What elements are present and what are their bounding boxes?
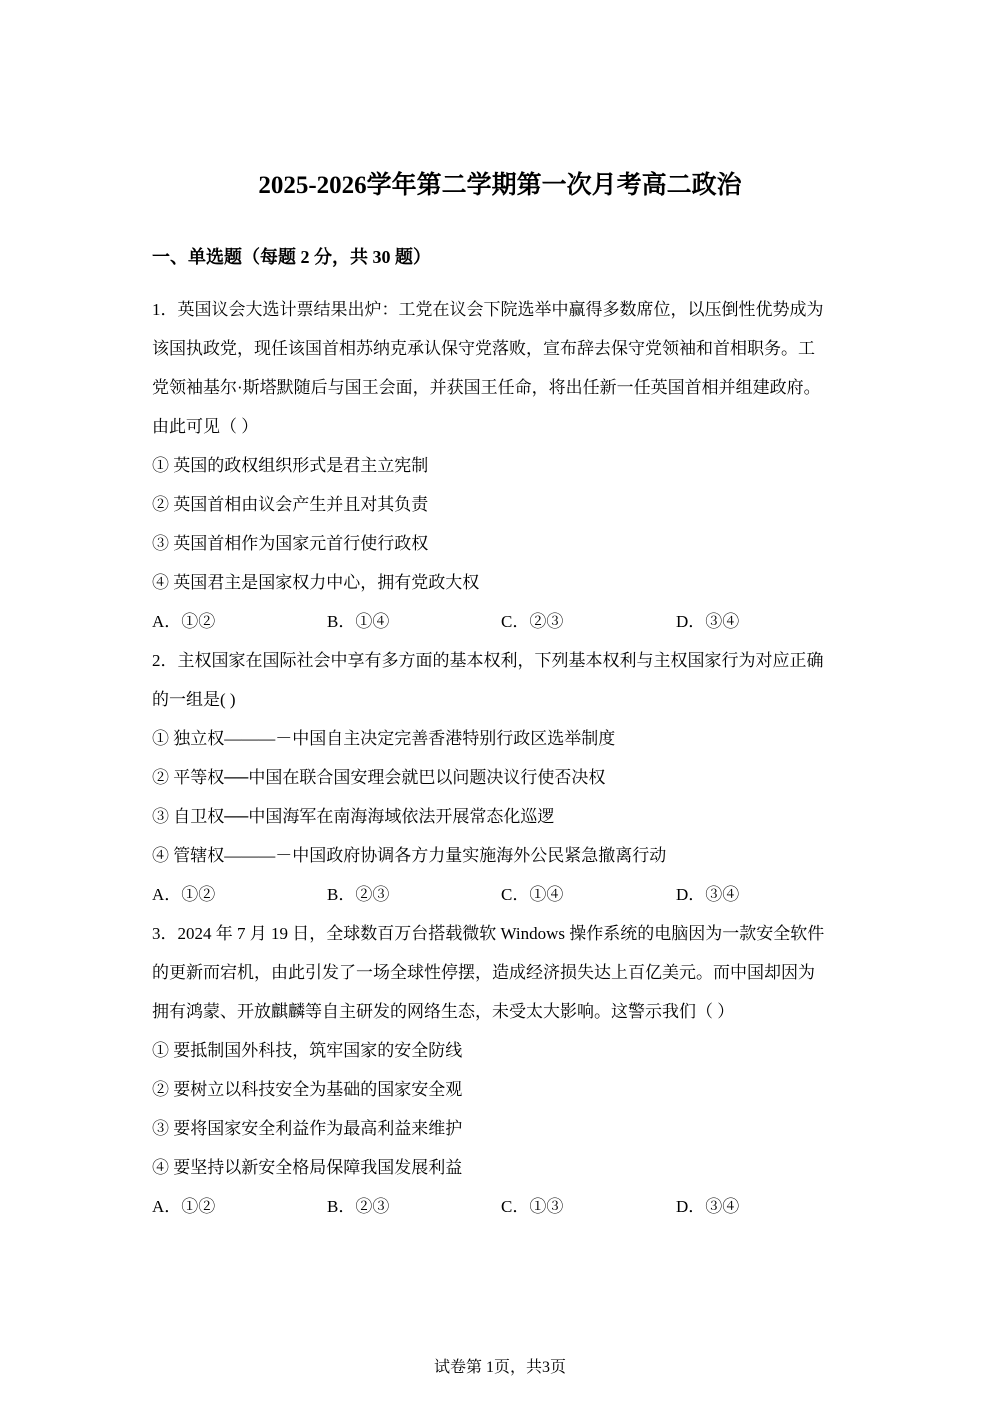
question-list [152,293,852,1229]
page-footer: 试卷第 1页，共3页 [433,1359,566,1376]
option-d: D．③④ [676,885,740,904]
question-stem-line: 的更新而宕机，由此引发了一场全球性停摆，造成经济损失达上百亿美元。而中国却因为 [152,963,815,982]
question-stem-line: 2．主权国家在国际社会中享有多方面的基本权利，下列基本权利与主权国家行为对应正确 [152,651,824,670]
statement-item: ② 英国首相由议会产生并且对其负责 [152,495,429,514]
option-a: A．①② [152,612,216,631]
option-d: D．③④ [676,612,740,631]
question-stem-line: 拥有鸿蒙、开放麒麟等自主研发的网络生态，未受太大影响。这警示我们（ ） [152,1002,735,1021]
question-stem-line: 1．英国议会大选计票结果出炉：工党在议会下院选举中赢得多数席位，以压倒性优势成为 [152,300,824,319]
option-c: C．①③ [501,1197,564,1216]
option-d: D．③④ [676,1197,740,1216]
statement-item: ① 英国的政权组织形式是君主立宪制 [152,456,429,475]
statement-item: ② 要树立以科技安全为基础的国家安全观 [152,1080,463,1099]
question-stem-line: 由此可见（ ） [152,417,259,436]
question-stem-line: 3．2024 年 7 月 19 日，全球数百万台搭载微软 Windows 操作系统的电脑因为一款安全软件 [152,924,825,943]
statement-item: ③ 英国首相作为国家元首行使行政权 [152,534,429,553]
question-stem-line: 党领袖基尔·斯塔默随后与国王会面，并获国王任命，将出任新一任英国首相并组建政府。 [152,378,821,397]
statement-item: ③ 要将国家安全利益作为最高利益来维护 [152,1119,463,1138]
statement-item: ④ 英国君主是国家权力中心，拥有党政大权 [152,573,480,592]
option-c: C．①④ [501,885,564,904]
question-1 [152,293,852,644]
option-b: B．②③ [327,1197,390,1216]
question-stem-line: 该国执政党，现任该国首相苏纳克承认保守党落败，宣布辞去保守党领袖和首相职务。工 [152,339,815,358]
statement-item: ③ 自卫权──中国海军在南海海域依法开展常态化巡逻 [152,807,555,826]
answer-options [152,1190,852,1229]
option-a: A．①② [152,1197,216,1216]
option-a: A．①② [152,885,216,904]
question-2 [152,644,852,917]
question-stem-line: 的一组是( ) [152,690,236,709]
exam-title: 2025-2026学年第二学期第一次月考高二政治 [258,172,742,199]
answer-options [152,605,852,644]
section-heading: 一、单选题（每题 2 分，共 30 题） [152,247,431,267]
statement-item: ④ 要坚持以新安全格局保障我国发展利益 [152,1158,463,1177]
answer-options [152,878,852,917]
option-c: C．②③ [501,612,564,631]
option-b: B．①④ [327,612,390,631]
question-3 [152,917,852,1229]
statement-item: ④ 管辖权———－中国政府协调各方力量实施海外公民紧急撤离行动 [152,846,667,865]
statement-item: ① 独立权———－中国自主决定完善香港特别行政区选举制度 [152,729,616,748]
option-b: B．②③ [327,885,390,904]
statement-item: ① 要抵制国外科技，筑牢国家的安全防线 [152,1041,463,1060]
statement-item: ② 平等权──中国在联合国安理会就巴以问题决议行使否决权 [152,768,606,787]
